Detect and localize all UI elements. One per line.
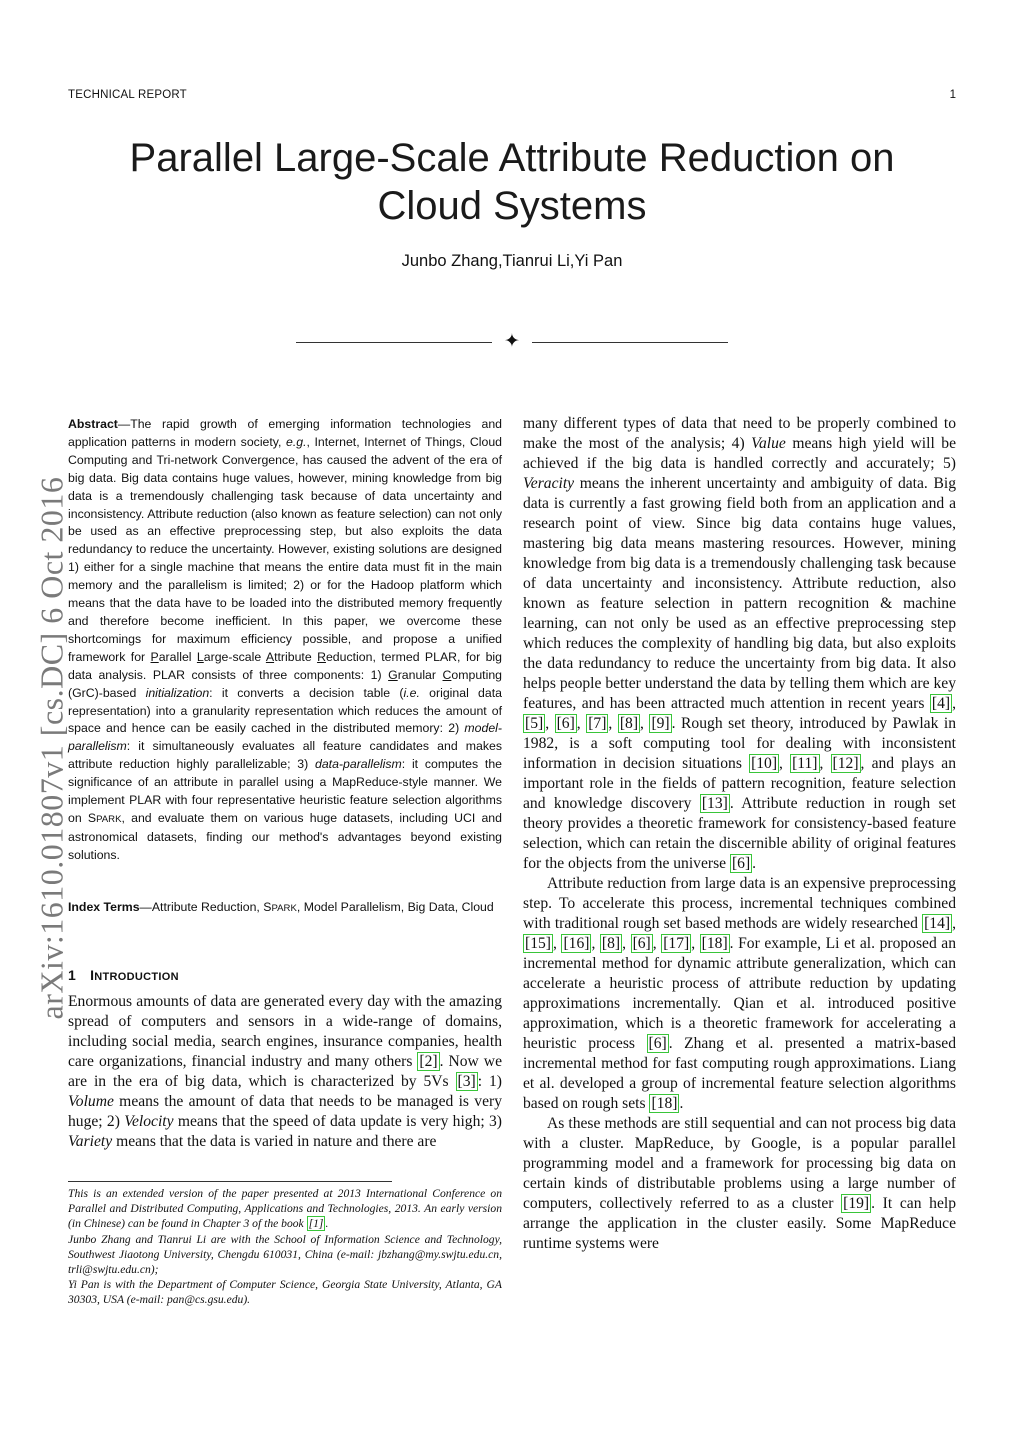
- index-terms-label: Index Terms: [68, 900, 140, 914]
- citation-link[interactable]: [13]: [701, 795, 728, 812]
- divider-line-right: [532, 342, 728, 343]
- running-header: TECHNICAL REPORT: [68, 89, 187, 101]
- citation-link[interactable]: [6]: [556, 715, 575, 732]
- citation-link[interactable]: [17]: [663, 935, 690, 952]
- citation-link[interactable]: [2]: [419, 1053, 438, 1070]
- body-paragraph: As these methods are still sequential and can not process big data with a cluster. MapReduce, by Google, is a popular parallel programming model and a framework for processing big data on certain kinds of distributable problems using a large number of computers, collectively referred to as a cluster [19] . It can help arrange the application in the cluster easily. Some MapReduce runtime systems were: [523, 1115, 956, 1252]
- title-divider: [296, 333, 728, 353]
- author-list: Junbo Zhang,Tianrui Li,Yi Pan: [401, 252, 623, 270]
- citation-link[interactable]: [8]: [619, 715, 639, 732]
- citation-link[interactable]: [8]: [601, 935, 621, 952]
- citation-link[interactable]: [1]: [308, 1217, 324, 1231]
- citation-link[interactable]: [12]: [832, 755, 859, 772]
- body-paragraph: many different types of data that need to be properly combined to make the most of the analysis; 4) Value means high yield will be achieved if the big data is handled correctly and accurately; 5) Veracity means the inherent uncertainty and ambiguity of data. Big data is currently a fast growing field both from an application and a research point of view. Since big data contains huge values, mastering big data means mastering resources. However, mining knowledge from big data is a tremendously challenging task because of data uncertainty and inconsistency. Attribute reduction, also known as feature selection in pattern recognition & machine learning, can not only be used as an effective preprocessing step which reduces the complexity of handling big data, but also exploits the data redundancy to reduce the uncertainty from big data. It also helps people better understand the data by telling them which are key features, and has been attracted much attention in recent years [4] , [5] , [6] , [7] , [8] , [9] . Rough set theory, introduced by Pawlak in 1982, is a soft computing tool for dealing with inconsistent information in decision situations [10] , [11] , [12] , and plays an important role in the fields of pattern recognition, feature selection and knowledge discovery [13] . Attribute reduction in rough set theory provides a theoretic framework for consistency-based feature selection, which can retain the discernible ability of original features for the objects from the universe [6] .: [523, 415, 957, 872]
- citation-link[interactable]: [3]: [457, 1073, 476, 1090]
- citation-link[interactable]: [6]: [731, 855, 751, 872]
- section-heading-introduction: 1 INTRODUCTION: [68, 967, 179, 983]
- index-terms: Index Terms—Attribute Reduction, SPARK, Model Parallelism, Big Data, Cloud: [68, 900, 494, 914]
- section-number: 1: [68, 967, 77, 983]
- citation-link[interactable]: [6]: [648, 1035, 667, 1052]
- citation-link[interactable]: [11]: [792, 755, 818, 772]
- citation-link[interactable]: [7]: [588, 715, 607, 732]
- citation-link[interactable]: [15]: [525, 935, 551, 952]
- citation-link[interactable]: [14]: [924, 915, 951, 932]
- citation-link[interactable]: [6]: [632, 935, 651, 952]
- title-line-1: Parallel Large-Scale Attribute Reduction on: [129, 136, 895, 180]
- citation-link[interactable]: [19]: [843, 1195, 870, 1212]
- footnote-extended-version: This is an extended version of the paper presented at 2013 International Conference on Parallel and Distributed Computing, Applications and Technologies, 2013. An early version (in Chinese) can be found in Chapter 3 of the book [1] .: [68, 1187, 502, 1231]
- citation-link[interactable]: [18]: [651, 1095, 678, 1112]
- divider-line-left: [296, 342, 492, 343]
- abstract: Abstract—The rapid growth of emerging information technologies and application patterns in modern society, e.g., Internet, Internet of Things, Cloud Computing and Tri-network Convergence, has caused the advent of the era of big data. Big data contains huge values, however, mining knowledge from big data is a tremendously challenging task because of data uncertainty and inconsistency. Attribute reduction (also known as feature selection) can not only be used as an effective preprocessing step, but also exploits the data redundancy to reduce the uncertainty. However, existing solutions are designed 1) either for a single machine that means the entire data must fit in the main memory and the parallelism is limited; 2) or for the Hadoop platform which means that the data have to be loaded into the distributed memory frequently and therefore become inefficient. In this paper, we overcome these shortcomings for maximum efficiency possible, and propose a unified framework for Parallel Large-scale Attribute Reduction, termed PLAR, for big data analysis. PLAR consists of three components: 1) Granular Computing (GrC)-based initialization: it converts a decision table (i.e. original data representation) into a granularity representation which reduces the amount of space and hence can be easily cached in the distributed memory: 2) model-parallelism: it simultaneously evaluates all feature candidates and makes attribute reduction highly parallelizable; 3) data-parallelism: it computes the significance of an attribute in parallel using a MapReduce-style manner. We implement PLAR with four representative heuristic feature selection algorithms on SPARK, and evaluate them on various huge datasets, including UCI and astronomical datasets, finding our method's advantages beyond existing solutions.: [68, 417, 502, 862]
- footnote-affiliation-1: Junbo Zhang and Tianrui Li are with the School of Information Science and Technology, Southwest Jiaotong University, Chengdu 610031, China (e-mail: jbzhang@my.swjtu.edu.cn, trli@swjtu.edu.cn);: [68, 1232, 502, 1277]
- footnote-rule: [68, 1181, 392, 1182]
- abstract-label: Abstract: [68, 417, 118, 431]
- paper-title: [0, 134, 1024, 230]
- footnote-affiliation-2: Yi Pan is with the Department of Computer Science, Georgia State University, Atlanta, GA 30303, USA (e-mail: pan@cs.gsu.edu).: [68, 1278, 502, 1307]
- citation-link[interactable]: [10]: [751, 755, 778, 772]
- diamond-ornament-icon: ✦: [504, 331, 520, 352]
- footnotes: [68, 1186, 502, 1308]
- title-line-2: Cloud Systems: [377, 184, 647, 228]
- page-number: 1: [949, 89, 956, 101]
- citation-link[interactable]: [16]: [563, 935, 590, 952]
- citation-link[interactable]: [18]: [701, 935, 728, 952]
- citation-link[interactable]: [5]: [525, 715, 544, 732]
- arxiv-stamp-text: arXiv:1610.01807v1 [cs.DC] 6 Oct 2016: [33, 476, 70, 1020]
- body-paragraph: Attribute reduction from large data is an expensive preprocessing step. To accelerate this process, incremental techniques combined with traditional rough set based methods are widely researched [14] , [15] , [16] , [8] , [6] , [17] , [18] . For example, Li et al. proposed an incremental method for dynamic attribute generalization, which can accelerate a heuristic process of attribute reduction by updating approximations incrementally. Qian et al. introduced positive approximation, which is a theoretic framework for accelerating a heuristic process [6] . Zhang et al. presented a matrix-based incremental method for fast computing rough approximations. Liang et al. developed a group of incremental feature selection algorithms based on rough sets [18] .: [523, 875, 957, 1112]
- citation-link[interactable]: [9]: [651, 715, 670, 732]
- introduction-paragraph: Enormous amounts of data are generated every day with the amazing spread of computers and sensors in a wide-range of domains, including social media, search engines, insurance companies, health care organizations, financial industry and many others [2] . Now we are in the era of big data, which is characterized by 5Vs [3] : 1) Volume means the amount of data that needs to be managed is very huge; 2) Velocity means that the speed of data update is very high; 3) Variety means that the data is varied in nature and there are: [68, 993, 502, 1150]
- right-column: [523, 414, 956, 1254]
- citation-link[interactable]: [4]: [931, 695, 951, 712]
